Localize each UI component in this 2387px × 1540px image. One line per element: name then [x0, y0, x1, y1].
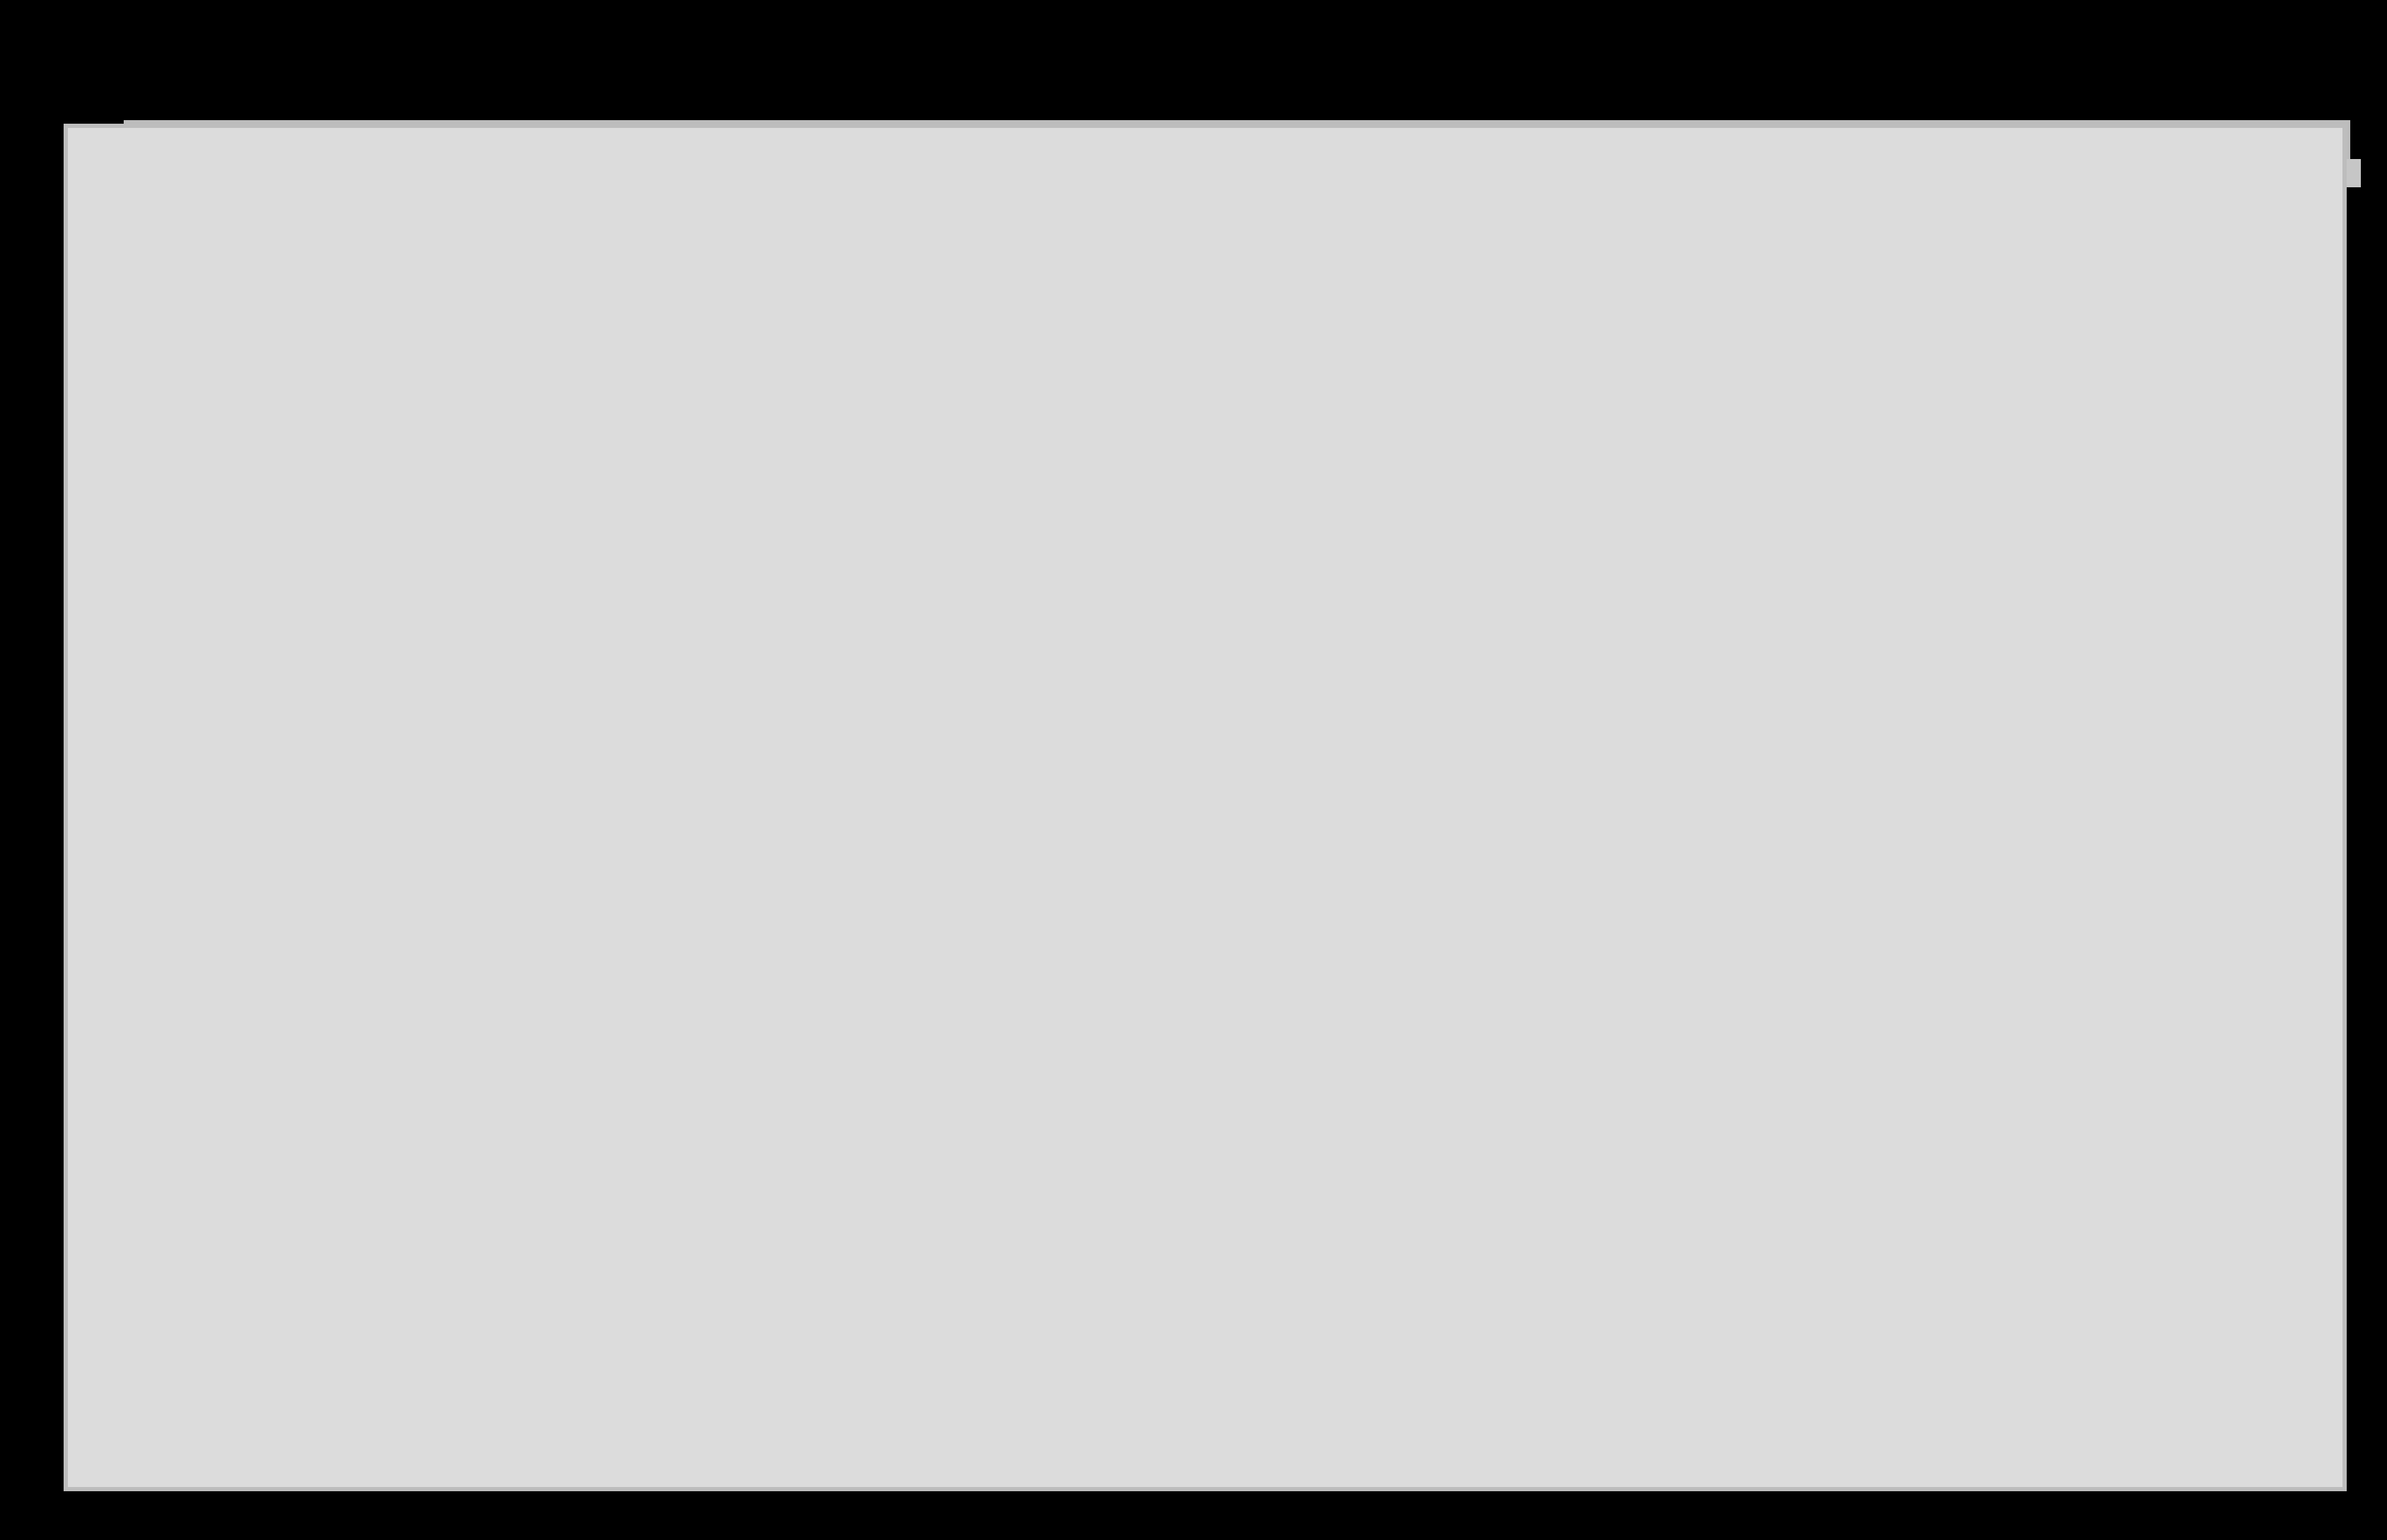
- census-card-sheet: [64, 124, 2347, 1491]
